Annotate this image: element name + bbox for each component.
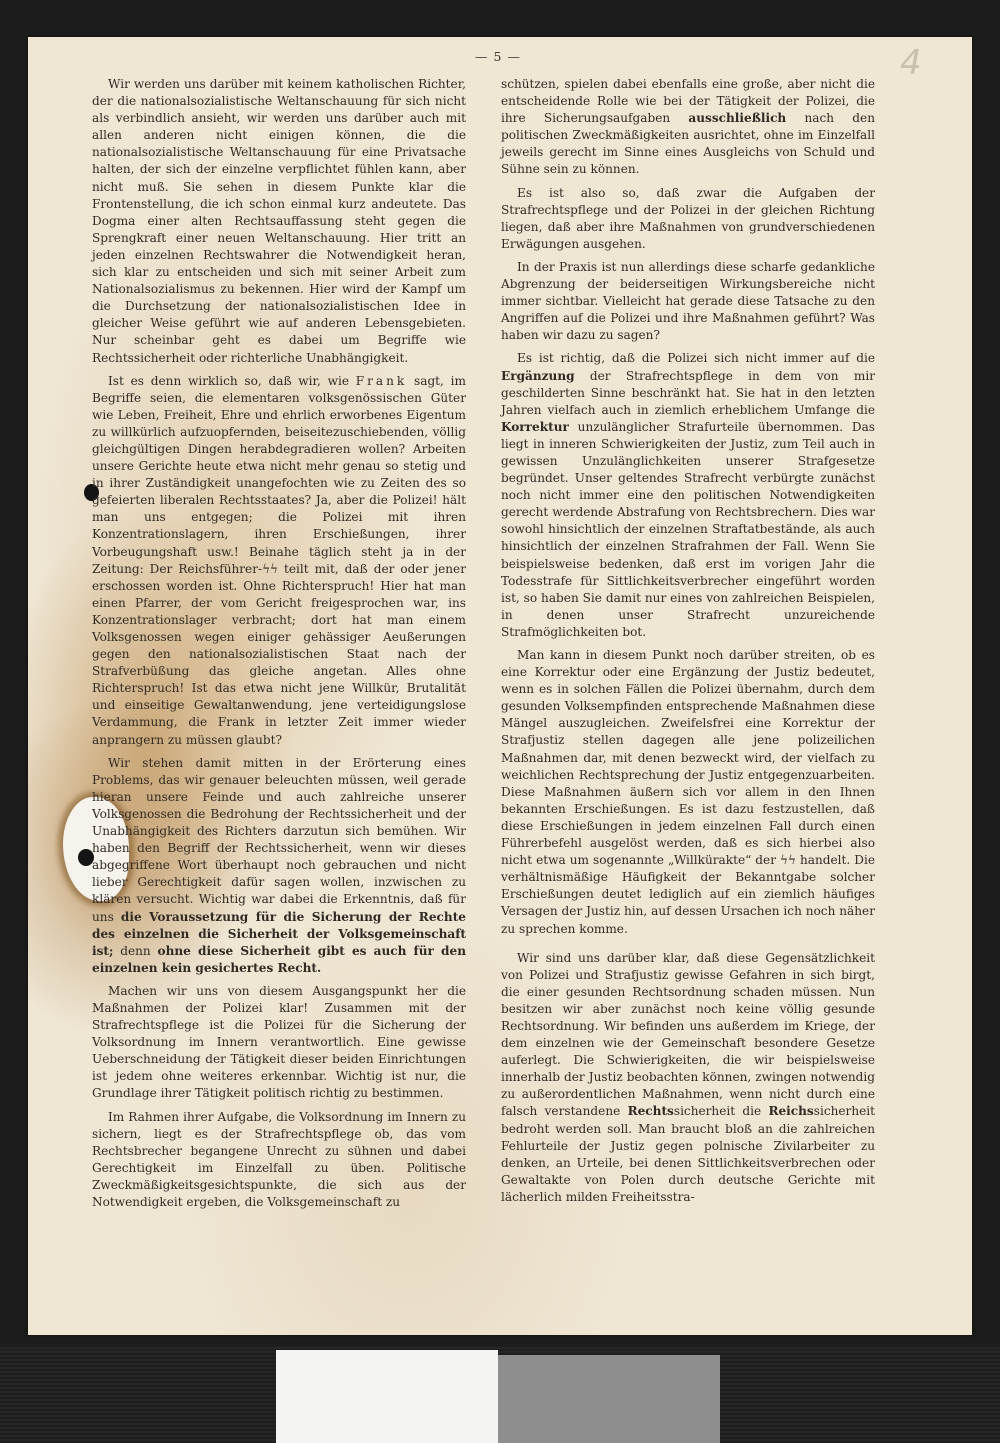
- paragraph: Im Rahmen ihrer Aufgabe, die Volksordnung im Innern zu sichern, liegt es der Strafrechtspflege ob, das vom Rechtsbrecher begangene Unrecht zu sühnen und dabei Gerechtigkeit im Einzelfall zu üben. Politische Zweckmäßigkeitsgesichtspunkte, die sich aus der Notwendigkeit ergeben, die Volksgemeinschaft zu: [92, 1109, 466, 1209]
- bold-word: Rechts: [627, 1104, 674, 1119]
- paragraph: Wir sind uns darüber klar, daß diese Gegensätzlichkeit von Polizei und Strafjustiz gewisse Gefahren in sich birgt, die einer gesunden Rechtsordnung schaden müssen. Nun besitzen wir aber zunächst noch keine völlig gesunde Rechtsordnung. Wir befinden uns außerdem im Kriege, der dem einzelnen wie der Gemeinschaft besondere Gesetze auferlegt. Die Schwierigkeiten, die wir beispielsweise innerhalb der Justiz beobachten können, zwingen notwendig zu außerordentlichen Maßnahmen, wenn nicht durch eine falsch verstandene Rechtssicherheit die Reichssicherheit bedroht werden soll. Man braucht bloß an die zahlreichen Fehlurteile der Justiz gegen polnische Zivilarbeiter zu denken, an Urteile, bei denen Sittlichkeitsverbrechen oder Gewaltakte von Polen durch deutsche Gerichte mit lächerlich milden Freiheitsstra-: [501, 950, 875, 1204]
- right-text-column: [501, 76, 875, 1206]
- paragraph: Es ist also so, daß zwar die Aufgaben der Strafrechtspflege und der Polizei in der gleichen Richtung liegen, daß aber ihre Maßnahmen von grundverschiedenen Erwägungen ausgehen.: [501, 185, 875, 251]
- bold-word: ausschließlich: [688, 111, 787, 126]
- paragraph: Man kann in diesem Punkt noch darüber streiten, ob es eine Korrektur oder eine Ergänzung der Justiz bedeutet, wenn es in solchen Fällen die Polizei übernahm, durch dem gesunden Volksempfinden entsprechende Maßnahmen diese Mängel auszugleichen. Zweifelsfrei eine Korrektur der Strafjustiz stellen dagegen alle jene polizeilichen Maßnahmen dar, mit denen bezweckt wird, der vielfach zu weichlichen Rechtsprechung der Justiz entgegenzuarbeiten. Diese Maßnahmen äußern sich vor allem in den Ihnen bekannten Erschießungen. Es ist dazu festzustellen, daß diese Erschießungen in jedem einzelnen Fall durch einen Führerbefehl ausgelöst werden, daß es sich hierbei also nicht etwa um sogenannte „Willkürakte“ der ϟϟ handelt. Die verhältnismäßige Häufigkeit der Bekanntgabe solcher Erschießungen deutet lediglich auf ein ziemlich häufiges Versagen der Justiz hin, auf dessen Ursachen ich noch näher zu sprechen komme.: [501, 648, 875, 936]
- left-text-column: [92, 76, 466, 1211]
- paragraph: In der Praxis ist nun allerdings diese scharfe gedankliche Abgrenzung der beiderseitigen Wirkungsbereiche nicht immer sichtbar. Vielleicht hat gerade diese Tatsache zu den Angriffen auf die Polizei und ihre Maßnahmen geführt? Was haben wir dazu zu sagen?: [501, 259, 875, 343]
- bold-word: Korrektur: [501, 419, 569, 434]
- bold-statement: die Voraussetzung für die Sicherung der Rechte des einzelnen die Sicherheit der Volksgemeinschaft ist;: [92, 909, 466, 958]
- bold-statement: ohne diese Sicherheit gibt es auch für den einzelnen kein gesichertes Recht.: [92, 943, 466, 975]
- paragraph: Machen wir uns von diesem Ausgangspunkt her die Maßnahmen der Polizei klar! Zusammen mit der Strafrechtspflege ist die Polizei für die Sicherung der Volksordnung im Innern verantwortlich. Eine gewisse Ueberschneidung der Tätigkeit dieser beiden Einrichtungen ist jedem ohne weiteres erkennbar. Wichtig ist nur, die Grundlage ihrer Tätigkeit politisch richtig zu bestimmen.: [92, 983, 466, 1101]
- paragraph: Wir werden uns darüber mit keinem katholischen Richter, der die nationalsozialistische Weltanschauung für sich nicht als verbindlich ansieht, wir werden uns darüber auch mit allen anderen nicht einigen können, die die nationalsozialistische Weltanschauung für eine Privatsache halten, der sich der einzelne verpflichtet fühlen kann, aber nicht muß. Sie sehen in diesem Punkte klar die Frontenstellung, die ich schon einmal kurz andeutete. Das Dogma einer alten Rechtsauffassung steht gegen die Sprengkraft einer neuen Weltanschauung. Hier tritt an jeden einzelnen Rechtswahrer die Notwendigkeit heran, sich klar zu entscheiden und sich mit seiner Arbeit zum Nationalsozialismus zu bekennen. Hier wird der Kampf um die Durchsetzung der nationalsozialistischen Idee in gleicher Weise geführt wie auf anderen Lebensgebieten. Nur scheinbar geht es dabei um Begriffe wie Rechtssicherheit oder richterliche Unabhängigkeit.: [92, 77, 466, 365]
- bold-word: Ergänzung: [501, 368, 575, 383]
- bold-word: Reichs: [768, 1104, 814, 1119]
- gray-reference-card: [498, 1355, 720, 1443]
- white-reference-card: [276, 1350, 498, 1443]
- spaced-name: Frank: [355, 373, 408, 388]
- paragraph: Wir stehen damit mitten in der Erörterung eines Problems, das wir genauer beleuchten müssen, weil gerade hieran unsere Feinde und auch zahlreiche unserer Volksgenossen die Bedrohung der Rechtssicherheit und der Unabhängigkeit des Richters darzutun sich bemühen. Wir haben den Begriff der Rechtssicherheit, wenn wir dieses abgegriffene Wort überhaupt noch gebrauchen und nicht lieber Gerechtigkeit dafür sagen wollen, inzwischen zu klären versucht. Wichtig war dabei die Erkenntnis, daß für uns die Voraussetzung für die Sicherung der Rechte des einzelnen die Sicherheit der Volksgemeinschaft ist; denn ohne diese Sicherheit gibt es auch für den einzelnen kein gesichertes Recht.: [92, 755, 466, 975]
- document-page: [28, 37, 972, 1335]
- paragraph: Ist es denn wirklich so, daß wir, wie Frank sagt, im Begriffe seien, die elementaren volksgenössischen Güter wie Leben, Freiheit, Ehre und ehrlich erworbenes Eigentum zu willkürlich aufzuopfernden, beiseitezuschiebenden, völlig gleichgültigen Dingen herabdegradieren wollen? Arbeiten unsere Gerichte heute etwa nicht mehr genau so stetig und in ihrer Zuständigkeit unangefochten wie zu Zeiten des so gefeierten liberalen Rechtsstaates? Ja, aber die Polizei! hält man uns entgegen; die Polizei mit ihren Konzentrationslagern, ihren Erschießungen, ihrer Vorbeugungshaft usw.! Beinahe täglich steht ja in der Zeitung: Der Reichsführer-ϟϟ teilt mit, daß der oder jener erschossen worden ist. Ohne Richterspruch! Hier hat man einen Pfarrer, der vom Gericht freigesprochen war, ins Konzentrationslager verbracht; dort hat man einem Volksgenossen wegen einiger gehässiger Aeußerungen gegen den nationalsozialistischen Staat nach der Strafverbüßung das gleiche angetan. Alles ohne Richterspruch! Ist das etwa nicht jene Willkür, Brutalität und einseitige Gewaltanwendung, jene verteidigungslose Verdammung, die Frank in letzter Zeit immer wieder anprangern zu müssen glaubt?: [92, 373, 466, 747]
- paragraph: Es ist richtig, daß die Polizei sich nicht immer auf die Ergänzung der Strafrechtspflege in dem von mir geschilderten Sinne beschränkt hat. Sie hat in den letzten Jahren vielfach auch in ziemlich erheblichem Umfange die Korrektur unzulänglicher Strafurteile übernommen. Das liegt in inneren Schwierigkeiten der Justiz, zum Teil auch in gewissen Unzulänglichkeiten unserer Strafgesetze begründet. Unser geltendes Strafrecht verbürgte zunächst noch nicht immer eine den politischen Notwendigkeiten gerecht werdende Abstrafung von Rechtsbrechern. Dies war sowohl hinsichtlich der einzelnen Straftatbestände, als auch hinsichtlich der einzelnen Strafrahmen der Fall. Wenn Sie beispielsweise bedenken, daß erst im vorigen Jahr die Todesstrafe für Sittlichkeitsverbrecher eingeführt worden ist, so haben Sie damit nur eines von zahlreichen Beispielen, in denen unser Strafrecht unzureichende Strafmöglichkeiten bot.: [501, 351, 875, 639]
- handwritten-corner-number: 4: [900, 43, 922, 83]
- page-number: — 5 —: [475, 49, 521, 64]
- paragraph: schützen, spielen dabei ebenfalls eine große, aber nicht die entscheidende Rolle wie bei der Tätigkeit der Polizei, die ihre Sicherungsaufgaben ausschließlich nach den politischen Zweckmäßigkeiten ausrichtet, ohne im Einzelfall jeweils gerecht im Sinne eines Ausgleichs von Schuld und Sühne sein zu können.: [501, 77, 875, 177]
